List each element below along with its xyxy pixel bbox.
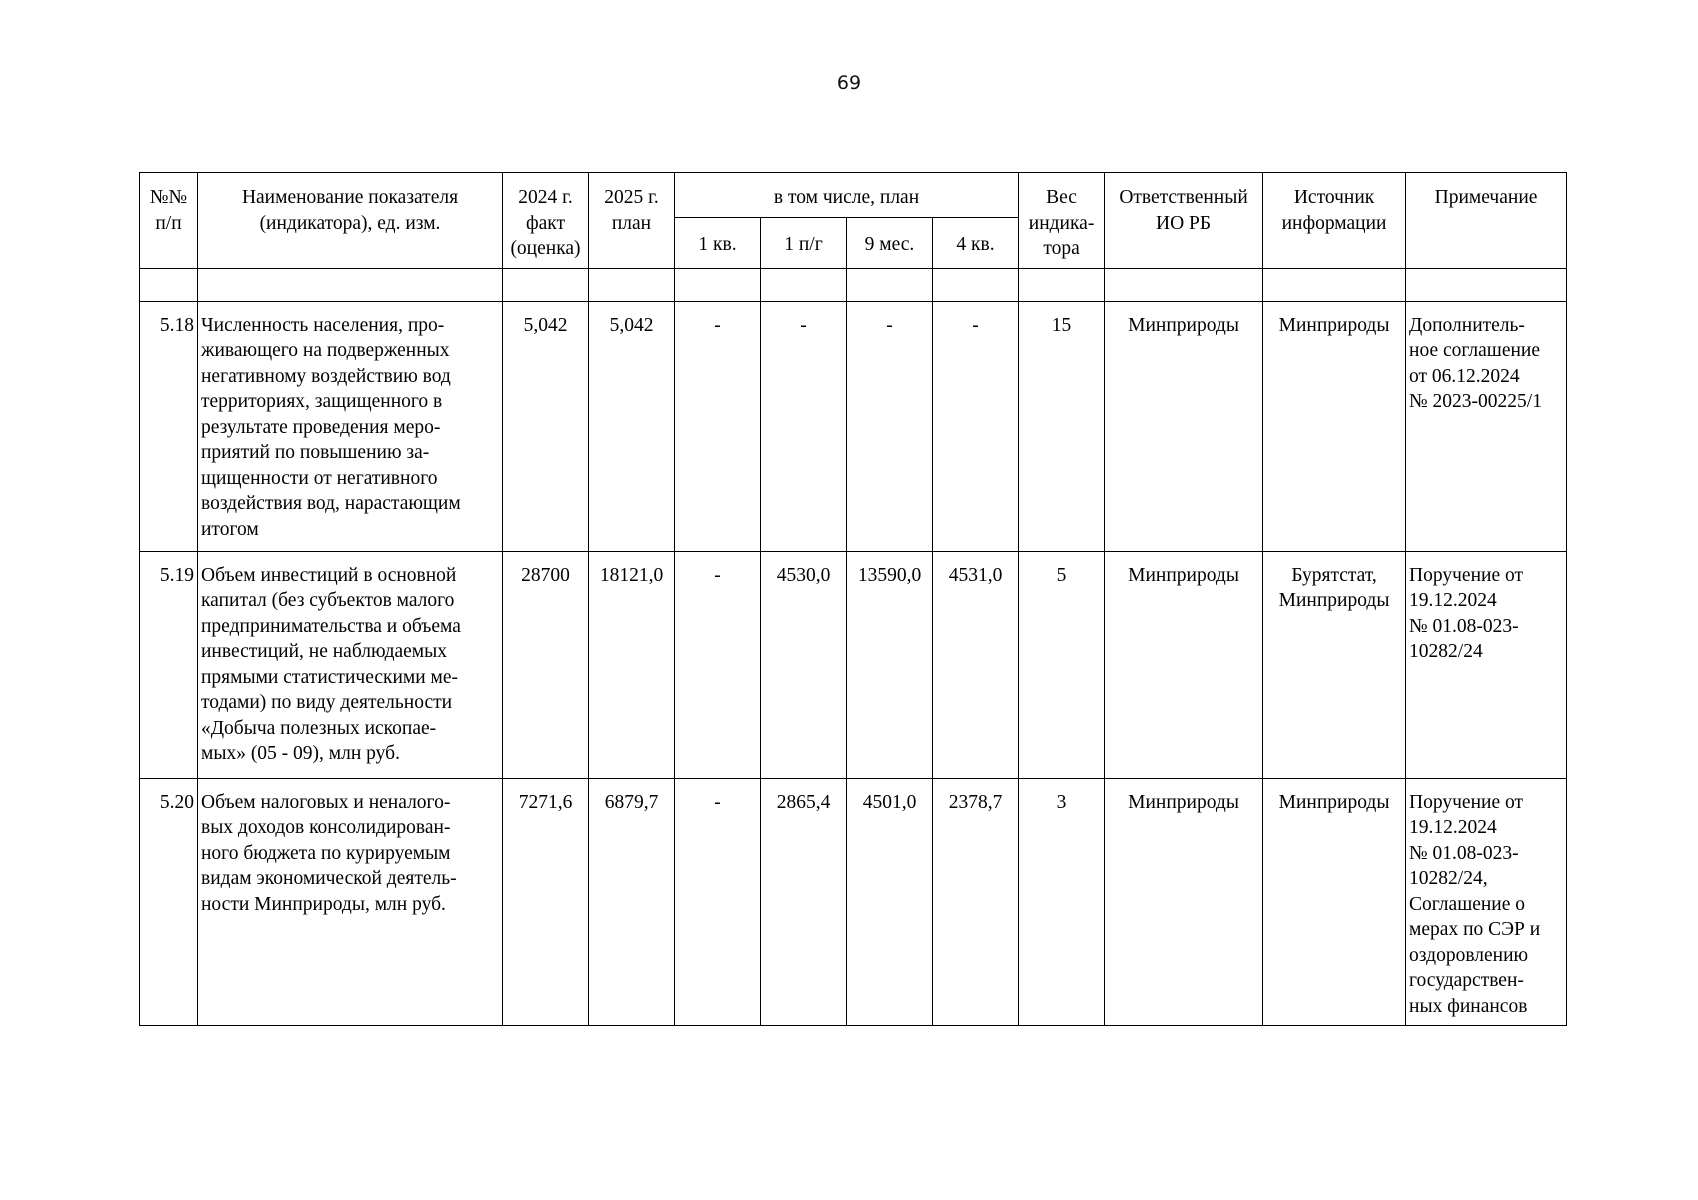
row-plan-2025: 6879,7: [589, 778, 675, 1026]
row-q1: -: [675, 778, 761, 1026]
header-responsible: Ответственный ИО РБ: [1105, 173, 1263, 269]
row-weight: 15: [1019, 301, 1105, 551]
row-q1: -: [675, 301, 761, 551]
row-q4: 2378,7: [933, 778, 1019, 1026]
indicators-table: [139, 172, 1567, 1026]
header-q1: 1 кв.: [675, 217, 761, 268]
header-plan-2025: 2025 г. план: [589, 173, 675, 269]
header-weight: Вес индика- тора: [1019, 173, 1105, 269]
row-h1: 4530,0: [761, 551, 847, 778]
row-h1: 2865,4: [761, 778, 847, 1026]
row-q4: -: [933, 301, 1019, 551]
header-num: №№ п/п: [140, 173, 198, 269]
row-name: Численность населения, про- живающего на подверженных негативному воздействию вод территориях, защищенного в результате проведения меро- приятий по повышению за- щищенности от негативного воздействия вод, нарастающим итогом: [198, 301, 503, 551]
row-num: 5.20: [140, 778, 198, 1026]
row-q4: 4531,0: [933, 551, 1019, 778]
row-9m: 13590,0: [847, 551, 933, 778]
row-name: Объем налоговых и неналого- вых доходов консолидирован- ного бюджета по курируемым видам экономической деятель- ности Минприроды, млн руб.: [198, 778, 503, 1026]
row-plan-2025: 5,042: [589, 301, 675, 551]
row-responsible: Минприроды: [1105, 778, 1263, 1026]
header-including-plan: в том числе, план: [675, 173, 1019, 218]
row-responsible: Минприроды: [1105, 301, 1263, 551]
row-note: Дополнитель- ное соглашение от 06.12.2024 № 2023-00225/1: [1406, 301, 1567, 551]
row-weight: 3: [1019, 778, 1105, 1026]
header-fact-2024: 2024 г. факт (оценка): [503, 173, 589, 269]
row-source: Бурятстат, Минприроды: [1263, 551, 1406, 778]
row-responsible: Минприроды: [1105, 551, 1263, 778]
row-name: Объем инвестиций в основной капитал (без субъектов малого предпринимательства и объема инвестиций, не наблюдаемых прямыми статистическими ме- тодами) по виду деятельности «Добыча полезных ископае- мых» (05 - 09), млн руб.: [198, 551, 503, 778]
blank-row: [140, 268, 1567, 301]
table-row: [140, 551, 1567, 778]
row-9m: -: [847, 301, 933, 551]
row-note: Поручение от 19.12.2024 № 01.08-023- 10282/24: [1406, 551, 1567, 778]
row-fact-2024: 28700: [503, 551, 589, 778]
row-note: Поручение от 19.12.2024 № 01.08-023- 10282/24, Соглашение о мерах по СЭР и оздоровлению государствен- ных финансов: [1406, 778, 1567, 1026]
row-fact-2024: 5,042: [503, 301, 589, 551]
header-name: Наименование показателя (индикатора), ед. изм.: [198, 173, 503, 269]
header-9m: 9 мес.: [847, 217, 933, 268]
row-plan-2025: 18121,0: [589, 551, 675, 778]
row-weight: 5: [1019, 551, 1105, 778]
row-source: Минприроды: [1263, 301, 1406, 551]
row-fact-2024: 7271,6: [503, 778, 589, 1026]
header-row-main: [140, 173, 1567, 218]
row-h1: -: [761, 301, 847, 551]
table-row: [140, 301, 1567, 551]
row-q1: -: [675, 551, 761, 778]
row-source: Минприроды: [1263, 778, 1406, 1026]
row-num: 5.18: [140, 301, 198, 551]
table-row: [140, 778, 1567, 1026]
header-h1: 1 п/г: [761, 217, 847, 268]
header-source: Источник информации: [1263, 173, 1406, 269]
row-9m: 4501,0: [847, 778, 933, 1026]
header-note: Примечание: [1406, 173, 1567, 269]
page-number: 69: [836, 72, 862, 94]
row-num: 5.19: [140, 551, 198, 778]
header-q4: 4 кв.: [933, 217, 1019, 268]
